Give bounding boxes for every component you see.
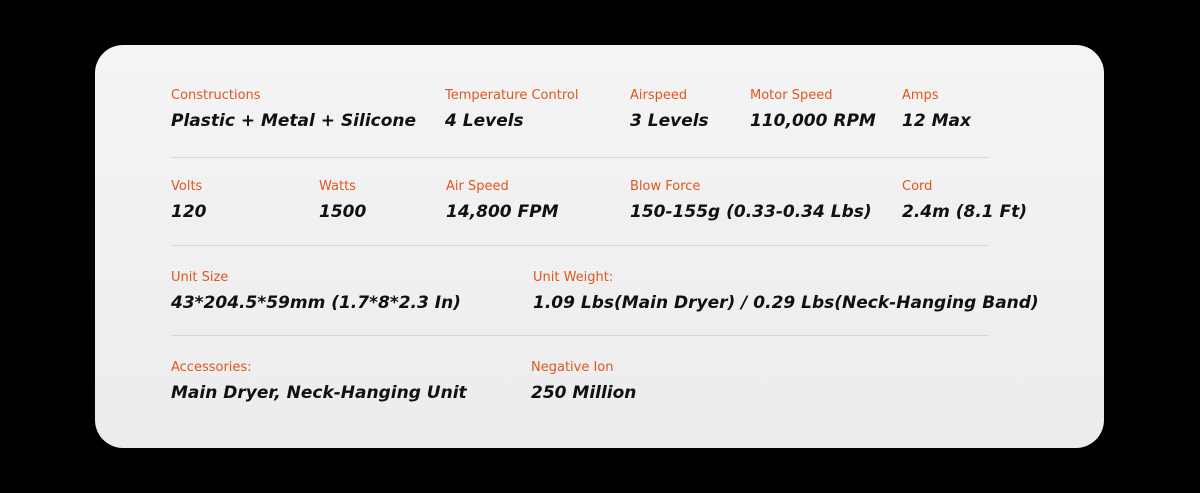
spec-airspeed: [630, 88, 709, 132]
spec-label: Negative Ion: [531, 360, 614, 375]
spec-value: 2.4m (8.1 Ft): [902, 202, 1028, 222]
spec-value: 1500: [319, 202, 367, 222]
spec-value: 250 Million: [531, 383, 637, 403]
spec-value: 110,000 RPM: [750, 111, 876, 131]
spec-value: 3 Levels: [630, 111, 709, 131]
spec-value: Main Dryer, Neck-Hanging Unit: [171, 383, 467, 403]
spec-volts: [171, 179, 207, 223]
spec-constructions: [171, 88, 416, 132]
spec-label: Unit Size: [171, 270, 229, 285]
spec-value: 14,800 FPM: [446, 202, 559, 222]
spec-cord: [902, 179, 1027, 223]
spec-air-speed: [446, 179, 559, 223]
spec-value: 4 Levels: [445, 111, 524, 131]
row-divider: [171, 245, 989, 246]
spec-label: Blow Force: [630, 179, 701, 194]
spec-motor-speed: [750, 88, 876, 132]
spec-label: Accessories:: [171, 360, 252, 375]
spec-label: Airspeed: [630, 88, 688, 103]
spec-value: 150-155g (0.33-0.34 Lbs): [630, 202, 872, 222]
spec-accessories: [171, 360, 467, 404]
spec-label: Air Speed: [446, 179, 509, 194]
spec-unit-size: [171, 270, 461, 314]
spec-value: Plastic + Metal + Silicone: [171, 111, 417, 131]
spec-value: 120: [171, 202, 207, 222]
spec-value: 43*204.5*59mm (1.7*8*2.3 In): [171, 293, 461, 313]
spec-value: 12 Max: [902, 111, 971, 131]
spec-negative-ion: [531, 360, 636, 404]
spec-blow-force: [630, 179, 872, 223]
spec-card: [95, 45, 1104, 448]
row-divider: [171, 157, 989, 158]
spec-label: Temperature Control: [445, 88, 579, 103]
row-divider: [171, 335, 989, 336]
spec-label: Unit Weight:: [533, 270, 614, 285]
spec-value: 1.09 Lbs(Main Dryer) / 0.29 Lbs(Neck-Hanging Band): [533, 293, 1039, 313]
spec-temperature-control: [445, 88, 578, 132]
spec-label: Motor Speed: [750, 88, 833, 103]
spec-label: Watts: [319, 179, 356, 194]
spec-unit-weight: [533, 270, 1039, 314]
spec-amps: [902, 88, 971, 132]
spec-label: Constructions: [171, 88, 261, 103]
spec-label: Cord: [902, 179, 933, 194]
spec-label: Amps: [902, 88, 939, 103]
spec-watts: [319, 179, 366, 223]
spec-label: Volts: [171, 179, 203, 194]
